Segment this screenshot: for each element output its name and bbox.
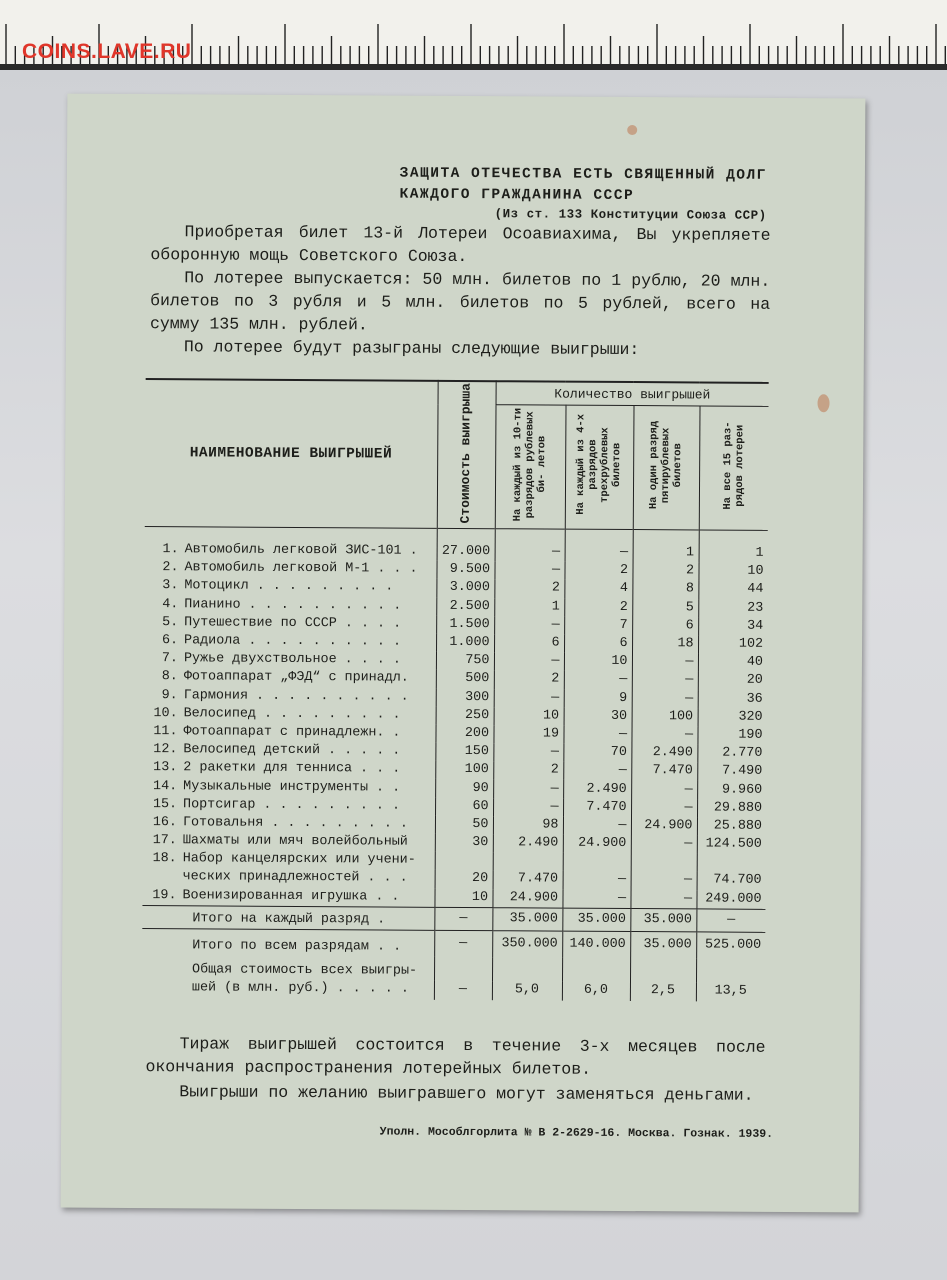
prize-number: 12. — [153, 742, 178, 758]
prize-name — [143, 832, 435, 852]
prize-count-c3: — — [631, 726, 697, 745]
heading-source: (Из ст. 133 Конституции Союза ССР) — [494, 207, 767, 223]
prize-count-c3 — [631, 853, 697, 872]
prize-count-c1: — — [493, 743, 563, 762]
prize-count-c3: — — [631, 799, 697, 818]
prize-cost: 1.000 — [436, 634, 494, 653]
prize-count-c3: — — [632, 653, 698, 672]
header-col-2: На каждый из 4-х разрядов трехрублевых билетов — [565, 405, 634, 529]
prize-cost: 9.500 — [436, 561, 494, 580]
prize-count-c1: — — [494, 652, 564, 671]
footer-paragraph: Тираж выигрышей состоится в течение 3-х месяцев после окончания распространения лотерейных билетов. — [145, 1034, 766, 1079]
prize-name — [145, 527, 437, 561]
prize-name — [143, 759, 435, 779]
prize-count-c2: 6 — [564, 635, 632, 654]
prize-cost: 300 — [436, 688, 494, 707]
prize-label: Автомобиль легковой ЗИС-101 . — [184, 542, 418, 559]
total-value-c1: 5,0 — [492, 981, 562, 1000]
prize-count-c3: 18 — [632, 635, 698, 654]
prize-cost: 50 — [435, 816, 493, 835]
total-each-label: Итого на каждый разряд . — [192, 911, 386, 928]
header-prize-name: НАИМЕНОВАНИЕ ВЫИГРЫШЕЙ — [189, 445, 393, 463]
prize-count-c3: 1 — [633, 530, 699, 563]
prize-count-c4 — [697, 854, 766, 873]
prize-label: Путешествие по СССР . . . . — [184, 615, 402, 632]
prize-count-c1 — [493, 852, 563, 871]
total-value-c3: 2,5 — [630, 982, 696, 1001]
prize-name — [143, 723, 435, 743]
prize-count-c3: 100 — [632, 708, 698, 727]
prize-count-c1: 6 — [494, 634, 564, 653]
prize-count-c4: 36 — [698, 690, 767, 709]
total-all-c2: 140.000 — [562, 931, 630, 958]
header-col-4: На все 15 раз- рядов лотереи — [699, 406, 769, 530]
prize-count-c4: 23 — [698, 599, 767, 618]
prize-count-c1: 2.490 — [493, 834, 563, 853]
prize-count-c4: 40 — [698, 654, 767, 673]
prize-count-c1: 19 — [493, 725, 563, 744]
prize-name — [144, 632, 436, 652]
prize-number: 13. — [153, 760, 178, 776]
prize-count-c2: 7 — [564, 616, 632, 635]
prize-count-c1: 2 — [494, 671, 564, 690]
prize-count-c1: 2 — [493, 761, 563, 780]
prize-cost: 150 — [435, 743, 493, 762]
prize-count-c1: — — [494, 561, 564, 580]
prize-number: 6. — [161, 633, 179, 649]
total-all-label: Итого по всем разрядам . . — [192, 938, 402, 955]
prize-label: Музыкальные инструменты . . — [183, 778, 401, 796]
prize-rows — [142, 527, 767, 910]
heading — [399, 164, 767, 223]
prize-cost — [435, 852, 493, 871]
prize-name — [143, 796, 435, 816]
prize-number: 19. — [152, 887, 177, 903]
prize-name — [144, 596, 436, 616]
prize-count-c4: 190 — [697, 726, 766, 745]
total-each-c3: 35.000 — [630, 908, 696, 932]
prize-count-c3: — — [632, 690, 698, 709]
prize-count-c4: 9.960 — [697, 781, 766, 800]
total-value-cost: — — [434, 981, 492, 1000]
prize-count-c1: — — [493, 798, 563, 817]
prize-number: 9. — [161, 687, 178, 703]
prize-number: 8. — [161, 669, 178, 685]
prize-number: 2. — [162, 560, 179, 576]
header-col-1: На каждый из 10-ти разрядов рублевых би- летов — [495, 405, 566, 529]
prize-label: Военизированная игрушка . . — [182, 887, 400, 905]
total-all-cost: — — [434, 930, 492, 957]
prize-name — [143, 868, 435, 888]
prize-count-c2: — — [563, 725, 631, 744]
prize-count-c3: — — [631, 780, 697, 799]
total-value-label-2: шей (в млн. руб.) . . . . . — [191, 980, 409, 998]
prize-count-c1: 1 — [494, 598, 564, 617]
prize-count-c2 — [563, 853, 631, 872]
total-each-cost: — — [434, 907, 492, 931]
prize-name — [143, 814, 435, 834]
prize-name — [144, 559, 436, 579]
prize-label: 2 ракетки для тенниса . . . — [183, 760, 401, 777]
prize-cost: 90 — [435, 779, 493, 798]
prize-label: Гармония . . . . . . . . . . — [183, 687, 409, 705]
intro-paragraph: По лотерее выпускается: 50 млн. билетов по 1 рублю, 20 млн. билетов по 3 рубля и 5 млн. билетов по 5 рублей, всего на сумму 135 млн. рублей. — [149, 268, 771, 335]
prize-label: Шахматы или мяч волейбольный — [182, 833, 408, 850]
prize-count-c1: — — [495, 529, 565, 562]
prize-cost: 2.500 — [436, 597, 494, 616]
prize-name — [144, 705, 436, 725]
prize-count-c4: 25.880 — [697, 817, 766, 836]
prize-name — [144, 687, 436, 707]
prize-name — [143, 741, 435, 761]
prize-label: Велосипед . . . . . . . . . — [183, 706, 401, 723]
prize-label: Фотоаппарат с принадлежн. . — [183, 724, 401, 741]
prize-name — [143, 777, 435, 797]
prize-count-c4: 29.880 — [697, 799, 766, 818]
header-cost: Стоимость выигрыша — [437, 381, 496, 529]
prize-count-c3: 24.900 — [631, 817, 697, 836]
prize-number: 10. — [153, 705, 178, 722]
prize-count-c4: 124.500 — [697, 835, 766, 854]
watermark: COINS.LAVE.RU — [22, 40, 192, 63]
prize-count-c2: — — [563, 816, 631, 835]
prize-count-c1: 24.900 — [492, 889, 562, 908]
prize-cost: 100 — [435, 761, 493, 780]
prize-count-c1: 7.470 — [493, 871, 563, 890]
prize-count-c3: — — [631, 871, 697, 890]
prizes-table — [142, 378, 769, 1001]
prize-count-c1: 98 — [493, 816, 563, 835]
prize-number: 16. — [152, 815, 178, 831]
prize-number: 17. — [152, 833, 177, 849]
prize-count-c4: 34 — [698, 617, 767, 636]
prize-number: 14. — [153, 778, 178, 794]
prize-number: 11. — [153, 724, 178, 740]
prize-label: Радиола . . . . . . . . . . — [184, 633, 402, 650]
prize-cost: 60 — [435, 797, 493, 816]
total-each-c4: — — [696, 909, 765, 933]
heading-line-2: КАЖДОГО ГРАЖДАНИНА СССР — [399, 186, 635, 205]
lottery-ticket-back — [61, 94, 866, 1213]
prize-label: Ружье двухствольное . . . . — [183, 651, 401, 668]
prize-label: Автомобиль легковой М-1 . . . — [184, 560, 418, 578]
prize-count-c4: 2.770 — [697, 744, 766, 763]
prize-label: Велосипед детский . . . . . — [183, 742, 401, 759]
prize-cost: 750 — [436, 652, 494, 671]
prize-count-c4: 102 — [698, 635, 767, 654]
printer-imprint: Уполн. Мособлгорлита № В 2-2629-16. Москва. Гознак. 1939. — [379, 1125, 774, 1141]
prize-cost: 200 — [435, 725, 493, 744]
total-value-label-1: Общая стоимость всех выигры- — [192, 962, 418, 979]
prize-count-c2: 10 — [564, 653, 632, 672]
header-col-3: На один разряд пятирублевых билетов — [633, 406, 700, 530]
total-all-c3: 35.000 — [630, 931, 696, 958]
prize-count-c2: — — [563, 762, 631, 781]
prize-cost: 500 — [436, 670, 494, 689]
prize-count-c3: 5 — [632, 599, 698, 618]
prize-label: Фотоаппарат „ФЭД“ с принадл. — [183, 669, 409, 687]
prize-name — [142, 887, 434, 907]
prize-count-c4: 1 — [699, 530, 768, 563]
prize-cost: 250 — [436, 707, 494, 726]
prize-name — [144, 614, 436, 634]
prize-count-c1: 2 — [494, 580, 564, 599]
prize-cost: 1.500 — [436, 616, 494, 635]
prize-count-c4: 44 — [698, 581, 767, 600]
prize-count-c1: — — [493, 780, 563, 799]
total-value-c4: 13,5 — [696, 983, 765, 1002]
header-quantity-group: Количество выигрышей — [496, 381, 769, 406]
prize-count-c4: 7.490 — [697, 763, 766, 782]
total-each-c1: 35.000 — [492, 907, 562, 931]
prize-count-c3: — — [631, 835, 697, 854]
prize-cost: 30 — [435, 834, 493, 853]
prize-label: ческих принадлежностей . . . — [182, 869, 408, 887]
prize-count-c4: 20 — [698, 672, 767, 691]
prize-number: 1. — [162, 542, 179, 558]
prize-count-c2: 70 — [563, 744, 631, 763]
prize-count-c4: 74.700 — [697, 872, 766, 891]
prize-cost: 27.000 — [437, 528, 495, 561]
prize-count-c2: — — [562, 889, 630, 908]
prize-cost: 10 — [434, 888, 492, 907]
prize-label: Портсигар . . . . . . . . . — [183, 797, 401, 814]
prize-name — [144, 650, 436, 670]
prize-cost: 20 — [435, 870, 493, 889]
prize-name — [143, 850, 435, 870]
prize-count-c2: — — [564, 671, 632, 690]
prize-count-c3: 6 — [632, 617, 698, 636]
prize-count-c3: — — [632, 671, 698, 690]
prize-number: 5. — [162, 615, 179, 631]
prize-name — [144, 668, 436, 688]
prize-count-c4: 249.000 — [696, 890, 765, 909]
intro-text — [150, 220, 771, 362]
intro-paragraph: Приобретая билет 13-й Лотереи Осоавиахима, Вы укрепляете оборонную мощь Советского Союза. — [150, 222, 771, 267]
prize-number: 15. — [152, 796, 178, 812]
prize-label: Набор канцелярских или учени- — [182, 851, 416, 868]
prize-count-c2: 2.490 — [563, 780, 631, 799]
prize-count-c2: — — [563, 871, 631, 890]
total-each-c2: 35.000 — [562, 908, 630, 932]
prize-number: 7. — [161, 651, 179, 667]
prize-number: 4. — [162, 596, 179, 612]
prize-count-c3: 2 — [632, 562, 698, 581]
prize-count-c3: 7.470 — [631, 762, 697, 781]
footer-text — [145, 1032, 765, 1109]
footer-paragraph: Выигрыши по желанию выигравшего могут заменяться деньгами. — [179, 1082, 754, 1105]
prize-count-c2: 2 — [564, 598, 632, 617]
prize-label: Мотоцикл . . . . . . . . . — [184, 578, 394, 596]
prize-count-c2: 30 — [564, 707, 632, 726]
prize-count-c3: 8 — [632, 580, 698, 599]
prize-label: Пианино . . . . . . . . . . — [184, 596, 402, 614]
prize-cost: 3.000 — [436, 579, 494, 598]
prize-count-c1: — — [494, 616, 564, 635]
prize-label: Готовальня . . . . . . . . . — [182, 815, 408, 832]
prize-count-c4: 320 — [698, 708, 767, 727]
prize-count-c2: 24.900 — [563, 835, 631, 854]
prize-count-c3: — — [630, 890, 696, 909]
prize-count-c2: 7.470 — [563, 798, 631, 817]
table-row — [145, 527, 768, 563]
prize-count-c3: 2.490 — [631, 744, 697, 763]
total-all-c4: 525.000 — [696, 932, 765, 959]
prize-name — [144, 577, 436, 597]
total-all-c1: 350.000 — [492, 931, 562, 958]
prize-count-c1: — — [494, 689, 564, 708]
prize-number: 18. — [152, 851, 177, 867]
prize-count-c2: — — [565, 529, 633, 562]
prize-number: 3. — [162, 578, 179, 594]
prize-count-c4: 10 — [698, 563, 767, 582]
prize-count-c2: 9 — [564, 689, 632, 708]
prize-count-c1: 10 — [494, 707, 564, 726]
total-value-c2: 6,0 — [562, 982, 630, 1001]
prize-count-c2: 2 — [564, 562, 632, 581]
heading-line-1: ЗАЩИТА ОТЕЧЕСТВА ЕСТЬ СВЯЩЕННЫЙ ДОЛГ — [399, 165, 767, 184]
intro-paragraph: По лотерее будут разыграны следующие выигрыши: — [183, 337, 640, 360]
prize-count-c2: 4 — [564, 580, 632, 599]
ruler — [0, 0, 947, 70]
